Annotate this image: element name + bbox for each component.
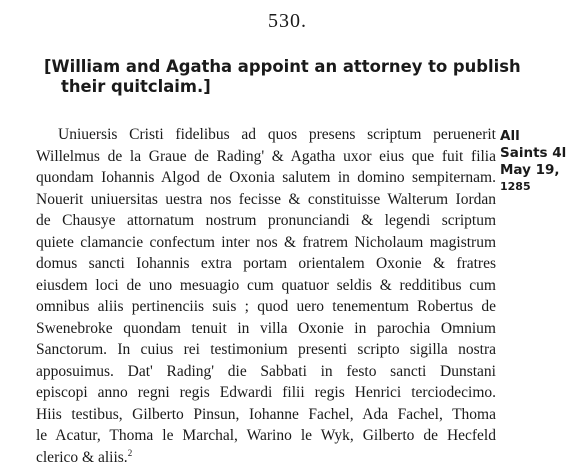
text-line: Sanctorum. In cuius rei testimonium presenti scripto sigilla nostra [36, 339, 496, 361]
margin-date-line-1: All [500, 128, 520, 144]
text-line: omnibus aliis pertinenciis suis ; quod uero tenementum Robertus de [36, 296, 496, 318]
text-line: quondam Iohannis Algod de Oxonia salutem in domino sempiternam. [36, 167, 496, 189]
text-line: le Acatur, Thoma le Marchal, Warino le Wyk, Gilberto de Hecfeld [36, 425, 496, 447]
heading-line-2: their quitclaim.] [44, 77, 484, 97]
text-line: quiete clamancie confectum inter nos & fratrem Nicholaum magistrum [36, 232, 496, 254]
footnote-reference: 2 [128, 447, 133, 457]
margin-date-line-3: May 19, [500, 162, 560, 178]
text-line: clerico & aliis. [36, 449, 128, 466]
text-line: episcopi anno regni regis Edwardi filii regis Henrici terciodecimo. [36, 382, 496, 404]
charter-text [36, 124, 496, 468]
text-line: apposuimus. Dat' Rading' die Sabbati in festo sancti Dunstani [36, 361, 496, 383]
text-line: Hiis testibus, Gilberto Pinsun, Iohanne Fachel, Ada Fachel, Thoma [36, 404, 496, 426]
margin-date-line-4: 1285 [500, 180, 531, 193]
text-line: Uniuersis Cristi fidelibus ad quos presens scriptum peruenerit [36, 124, 496, 146]
page-number: 530. [0, 10, 575, 33]
text-line: domus sancti Iohannis extra portam orientalem Oxonie & fratres [36, 253, 496, 275]
heading-line-1: [William and Agatha appoint an attorney to publish [44, 57, 484, 77]
text-line-last [36, 447, 496, 468]
margin-date-line-2: Saints 4l [500, 145, 566, 161]
text-line: de Chausye attornatum nostrum pronunciandi & legendi scriptum [36, 210, 496, 232]
document-heading [44, 57, 484, 97]
text-line: Swenebroke quondam tenuit in villa Oxonie in parochia Omnium [36, 318, 496, 340]
text-line: eiusdem loci de uno mesuagio cum quatuor seldis & redditibus cum [36, 275, 496, 297]
text-line: Willelmus de la Graue de Rading' & Agatha uxor eius que fuit filia [36, 146, 496, 168]
text-line: Nouerit uniuersitas uestra nos fecisse & constituisse Walterum Iordan [36, 189, 496, 211]
